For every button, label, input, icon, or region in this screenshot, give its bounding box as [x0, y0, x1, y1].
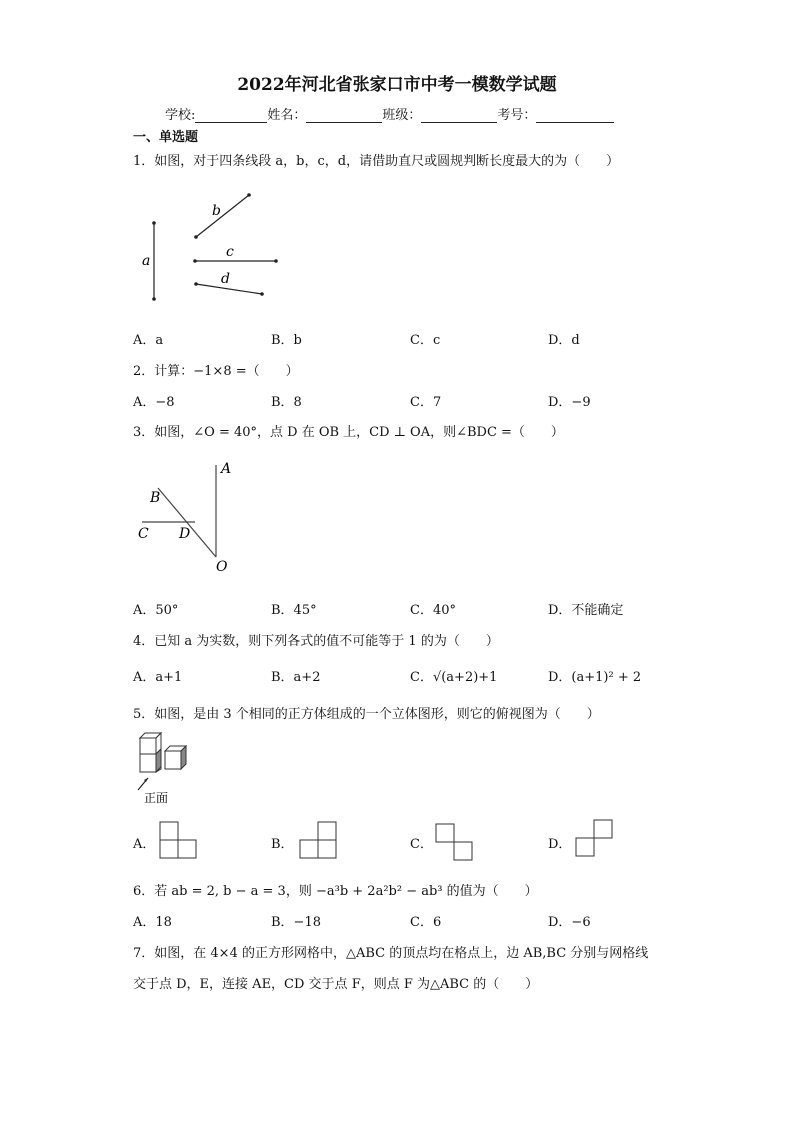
q5-option-a-figure[interactable] — [158, 820, 200, 862]
label-d: d — [221, 271, 230, 287]
school-blank[interactable] — [195, 109, 267, 123]
label-A: A — [221, 461, 232, 477]
q2-option-b[interactable]: B．8 — [271, 395, 302, 410]
question-5-stem: 5．如图，是由 3 个相同的正方体组成的一个立体图形，则它的俯视图为（ ） — [133, 707, 600, 722]
student-info-line — [165, 104, 614, 123]
name-label: 姓名： — [267, 108, 307, 123]
q3-option-d[interactable]: D．不能确定 — [548, 603, 624, 618]
q6-option-b[interactable]: B．−18 — [271, 915, 321, 930]
question-7-stem-line1: 7．如图，在 4×4 的正方形网格中，△ABC 的顶点均在格点上，边 AB,BC 分别与网格线 — [133, 946, 649, 961]
q2-option-d[interactable]: D．−9 — [548, 395, 591, 410]
q3-option-c[interactable]: C．40° — [410, 603, 456, 618]
label-D: D — [179, 526, 191, 542]
label-b: b — [212, 203, 221, 219]
q4-option-a[interactable]: A．a+1 — [133, 670, 183, 685]
page-title: 2022年河北省张家口市中考一模数学试题 — [237, 75, 557, 95]
q2-option-c[interactable]: C．7 — [410, 395, 442, 410]
question-3-figure — [132, 455, 247, 575]
question-5-figure — [130, 728, 200, 806]
q1-option-c[interactable]: C．c — [410, 333, 441, 348]
label-B: B — [150, 490, 161, 506]
q5-option-d-figure[interactable] — [574, 818, 616, 860]
q5-option-a[interactable]: A． — [133, 837, 156, 852]
exam-no-blank[interactable] — [536, 109, 614, 123]
q2-option-a[interactable]: A．−8 — [133, 395, 175, 410]
q5-option-b[interactable]: B． — [271, 837, 294, 852]
question-6-stem: 6．若 ab = 2, b − a = 3，则 −a³b + 2a²b² − ab³ 的值为（ ） — [133, 884, 538, 899]
section-heading: 一、单选题 — [133, 130, 199, 145]
q4-option-d[interactable]: D．(a+1)² + 2 — [548, 670, 642, 685]
q4-option-c[interactable]: C．√(a+2)+1 — [410, 670, 498, 685]
q3-option-a[interactable]: A．50° — [133, 603, 179, 618]
question-4-stem: 4．已知 a 为实数，则下列各式的值不可能等于 1 的为（ ） — [133, 634, 499, 649]
q3-option-b[interactable]: B．45° — [271, 603, 317, 618]
exam-no-label: 考号： — [497, 108, 537, 123]
q1-option-d[interactable]: D．d — [548, 333, 580, 348]
label-C: C — [138, 526, 149, 542]
front-label: 正面 — [144, 791, 169, 805]
class-label: 班级： — [382, 108, 422, 123]
q4-option-b[interactable]: B．a+2 — [271, 670, 321, 685]
q6-option-d[interactable]: D．−6 — [548, 915, 591, 930]
class-blank[interactable] — [421, 109, 497, 123]
q5-option-c[interactable]: C． — [410, 837, 433, 852]
q6-option-a[interactable]: A．18 — [133, 915, 172, 930]
name-blank[interactable] — [306, 109, 382, 123]
question-2-stem: 2．计算：−1×8 =（ ） — [133, 364, 299, 379]
question-1-stem: 1．如图，对于四条线段 a，b，c，d，请借助直尺或圆规判断长度最大的为（ ） — [133, 154, 620, 169]
q1-option-b[interactable]: B．b — [271, 333, 302, 348]
q5-option-d[interactable]: D． — [548, 837, 572, 852]
label-c: c — [226, 244, 234, 260]
label-a: a — [142, 253, 151, 269]
q5-option-b-figure[interactable] — [298, 820, 340, 862]
q6-option-c[interactable]: C．6 — [410, 915, 442, 930]
school-label: 学校: — [165, 108, 196, 123]
question-3-stem: 3．如图，∠O = 40°，点 D 在 OB 上，CD ⊥ OA，则∠BDC =（ ） — [133, 425, 564, 440]
question-1-figure — [135, 185, 295, 310]
label-O: O — [216, 559, 228, 575]
q5-option-c-figure[interactable] — [434, 822, 476, 864]
q1-option-a[interactable]: A．a — [133, 333, 164, 348]
question-7-stem-line2: 交于点 D，E，连接 AE，CD 交于点 F，则点 F 为△ABC 的（ ） — [133, 977, 539, 992]
